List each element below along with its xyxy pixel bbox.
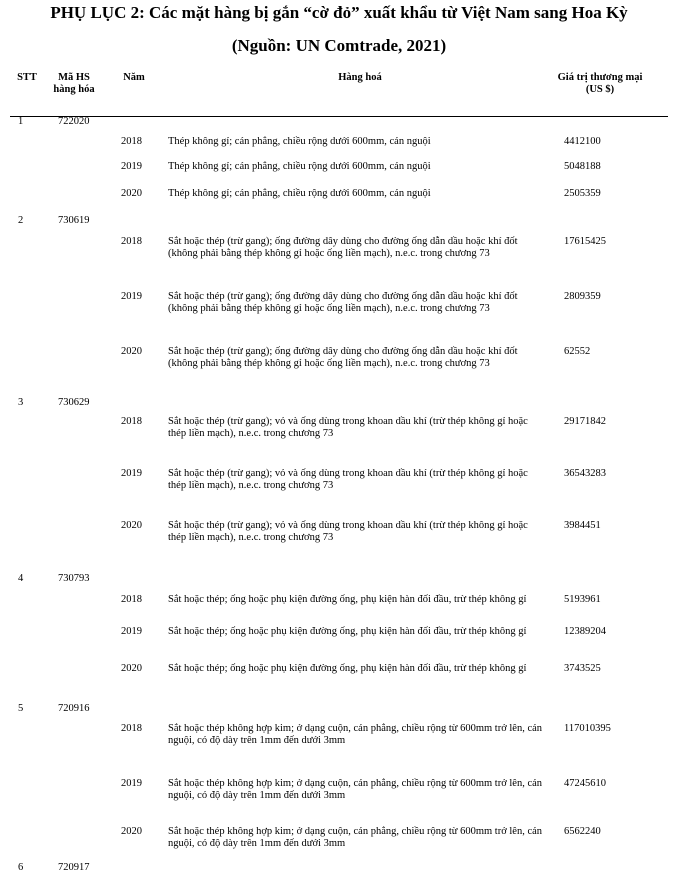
row-year: 2020 (121, 346, 142, 357)
row-trade-value: 5193961 (564, 594, 601, 605)
row-year: 2020 (121, 188, 142, 199)
row-goods: Sắt hoặc thép (trừ gang); vỏ và ống dùng trong khoan dầu khí (trừ thép không gỉ hoặc thép liền mạch), n.e.c. trong chương 73 (168, 416, 528, 439)
row-goods: Sắt hoặc thép không hợp kim; ở dạng cuộn, cán phẳng, chiều rộng từ 600mm trở lên, cán nguội, có độ dày trên 1mm đến dưới 3mm (168, 778, 543, 801)
row-trade-value: 117010395 (564, 723, 611, 734)
header-stt: STT (17, 72, 37, 83)
row-year: 2019 (121, 778, 142, 789)
row-goods: Sắt hoặc thép (trừ gang); vỏ và ống dùng trong khoan dầu khí (trừ thép không gỉ hoặc thép liền mạch), n.e.c. trong chương 73 (168, 520, 528, 543)
row-trade-value: 4412100 (564, 136, 601, 147)
row-trade-value: 2809359 (564, 291, 601, 302)
row-year: 2018 (121, 416, 142, 427)
row-year: 2019 (121, 468, 142, 479)
row-goods: Thép không gỉ; cán phẳng, chiều rộng dưới 600mm, cán nguội (168, 136, 431, 147)
page-title: PHỤ LỤC 2: Các mặt hàng bị gắn “cờ đỏ” xuất khẩu từ Việt Nam sang Hoa Kỳ (50, 3, 628, 22)
row-goods: Sắt hoặc thép (trừ gang); ống đường dây dùng cho đường ống dẫn dầu hoặc khí đốt (không phải bằng thép không gỉ hoặc ống liền mạch), n.e.c. trong chương 73 (168, 291, 518, 314)
row-hs-code: 720917 (58, 862, 90, 873)
row-goods: Thép không gỉ; cán phẳng, chiều rộng dưới 600mm, cán nguội (168, 188, 431, 199)
header-divider (10, 116, 668, 117)
row-trade-value: 5048188 (564, 161, 601, 172)
row-goods: Sắt hoặc thép (trừ gang); vỏ và ống dùng trong khoan dầu khí (trừ thép không gỉ hoặc thép liền mạch), n.e.c. trong chương 73 (168, 468, 528, 491)
row-year: 2020 (121, 826, 142, 837)
row-trade-value: 17615425 (564, 236, 606, 247)
header-hs-code: Mã HS hàng hóa (53, 72, 95, 95)
row-goods: Sắt hoặc thép (trừ gang); ống đường dây dùng cho đường ống dẫn dầu hoặc khí đốt (không phải bằng thép không gỉ hoặc ống liền mạch), n.e.c. trong chương 73 (168, 346, 518, 369)
row-trade-value: 3743525 (564, 663, 601, 674)
row-hs-code: 720916 (58, 703, 90, 714)
row-stt: 3 (18, 397, 24, 408)
row-hs-code: 730793 (58, 573, 90, 584)
row-year: 2018 (121, 236, 142, 247)
header-goods: Hàng hoá (338, 72, 382, 83)
page-subtitle: (Nguồn: UN Comtrade, 2021) (231, 36, 447, 55)
row-trade-value: 12389204 (564, 626, 606, 637)
header-year: Năm (123, 72, 145, 83)
row-trade-value: 47245610 (564, 778, 606, 789)
row-goods: Sắt hoặc thép; ống hoặc phụ kiện đường ống, phụ kiện hàn đối đầu, trừ thép không gỉ (168, 626, 527, 637)
row-stt: 5 (18, 703, 24, 714)
row-year: 2018 (121, 594, 142, 605)
row-trade-value: 6562240 (564, 826, 601, 837)
row-year: 2018 (121, 723, 142, 734)
row-trade-value: 29171842 (564, 416, 606, 427)
row-stt: 1 (18, 116, 24, 127)
row-year: 2020 (121, 663, 142, 674)
header-trade-value: Giá trị thương mại (US $) (557, 72, 643, 95)
row-goods: Sắt hoặc thép không hợp kim; ở dạng cuộn, cán phẳng, chiều rộng từ 600mm trở lên, cán nguội, có độ dày trên 1mm đến dưới 3mm (168, 826, 543, 849)
row-goods: Sắt hoặc thép không hợp kim; ở dạng cuộn, cán phẳng, chiều rộng từ 600mm trở lên, cán nguội, có độ dày trên 1mm đến dưới 3mm (168, 723, 543, 746)
row-hs-code: 730619 (58, 215, 90, 226)
row-year: 2020 (121, 520, 142, 531)
row-year: 2019 (121, 161, 142, 172)
row-trade-value: 3984451 (564, 520, 601, 531)
row-hs-code: 730629 (58, 397, 90, 408)
row-goods: Sắt hoặc thép (trừ gang); ống đường dây dùng cho đường ống dẫn dầu hoặc khí đốt (không phải bằng thép không gỉ hoặc ống liền mạch), n.e.c. trong chương 73 (168, 236, 518, 259)
row-year: 2018 (121, 136, 142, 147)
row-goods: Sắt hoặc thép; ống hoặc phụ kiện đường ống, phụ kiện hàn đối đầu, trừ thép không gỉ (168, 594, 527, 605)
row-goods: Sắt hoặc thép; ống hoặc phụ kiện đường ống, phụ kiện hàn đối đầu, trừ thép không gỉ (168, 663, 527, 674)
row-stt: 2 (18, 215, 24, 226)
row-year: 2019 (121, 291, 142, 302)
row-stt: 4 (18, 573, 24, 584)
row-trade-value: 2505359 (564, 188, 601, 199)
row-hs-code: 722020 (58, 116, 90, 127)
row-trade-value: 36543283 (564, 468, 606, 479)
row-trade-value: 62552 (564, 346, 591, 357)
row-stt: 6 (18, 862, 24, 873)
row-goods: Thép không gỉ; cán phẳng, chiều rộng dưới 600mm, cán nguội (168, 161, 431, 172)
row-year: 2019 (121, 626, 142, 637)
